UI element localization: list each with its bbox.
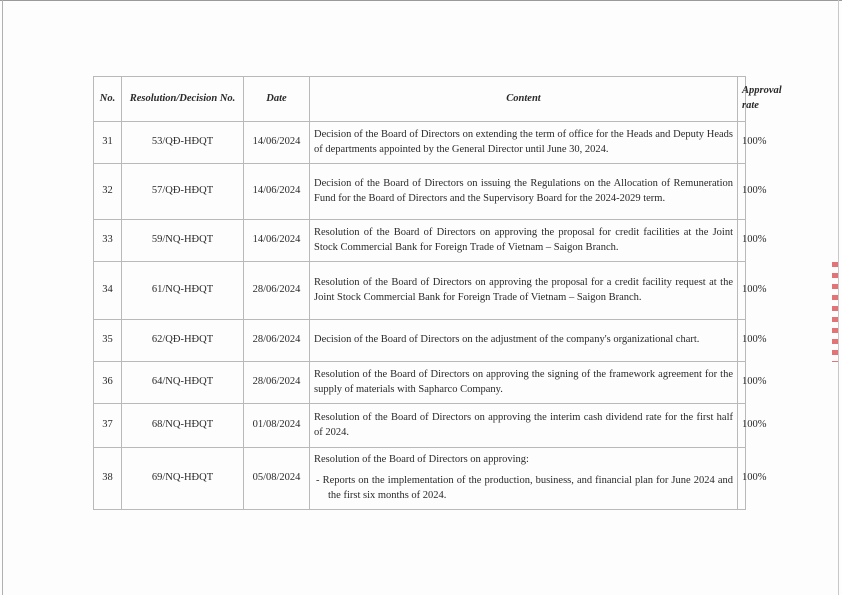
row-content: Decision of the Board of Directors on extending the term of office for the Heads and Deputy Heads of departments appointed by the General Director until June 30, 2024.: [310, 122, 738, 164]
row-date: 14/06/2024: [244, 122, 310, 164]
row-no: 36: [94, 362, 122, 404]
table-row: [94, 320, 746, 362]
row-resolution: 59/NQ-HĐQT: [122, 220, 244, 262]
row-content-bullet: - Reports on the implementation of the production, business, and financial plan for June 2024 and the first six months of 2024.: [316, 475, 733, 501]
row-rate: 100%: [738, 164, 746, 220]
row-resolution: 62/QĐ-HĐQT: [122, 320, 244, 362]
header-resolution: Resolution/Decision No.: [122, 77, 244, 122]
row-resolution: 57/QĐ-HĐQT: [122, 164, 244, 220]
row-content: [310, 448, 738, 510]
row-content: Resolution of the Board of Directors on approving the proposal for a credit facility request at the Joint Stock Commercial Bank for Foreign Trade of Vietnam – Saigon Branch.: [310, 262, 738, 320]
row-date: 28/06/2024: [244, 320, 310, 362]
table-header-row: [94, 77, 746, 122]
row-content: Resolution of the Board of Directors on approving the signing of the framework agreement for the supply of materials with Sapharco Company.: [310, 362, 738, 404]
row-date: 28/06/2024: [244, 262, 310, 320]
row-no: 34: [94, 262, 122, 320]
header-date: Date: [244, 77, 310, 122]
row-rate: 100%: [738, 320, 746, 362]
row-date: 14/06/2024: [244, 164, 310, 220]
table-row: [94, 404, 746, 448]
page-left-border: [2, 0, 3, 595]
row-content: Resolution of the Board of Directors on approving the proposal for credit facilities at the Joint Stock Commercial Bank for Foreign Trade of Vietnam – Saigon Branch.: [310, 220, 738, 262]
page-right-border: [838, 0, 839, 595]
row-no: 33: [94, 220, 122, 262]
red-stamp-edge: [832, 262, 838, 362]
table-row: [94, 164, 746, 220]
row-resolution: 68/NQ-HĐQT: [122, 404, 244, 448]
row-rate: 100%: [738, 362, 746, 404]
row-content: Decision of the Board of Directors on the adjustment of the company's organizational chart.: [310, 320, 738, 362]
row-resolution: 53/QĐ-HĐQT: [122, 122, 244, 164]
row-no: 31: [94, 122, 122, 164]
row-resolution: 61/NQ-HĐQT: [122, 262, 244, 320]
row-no: 37: [94, 404, 122, 448]
row-date: 28/06/2024: [244, 362, 310, 404]
row-no: 38: [94, 448, 122, 510]
row-date: 05/08/2024: [244, 448, 310, 510]
row-date: 01/08/2024: [244, 404, 310, 448]
table-row: [94, 448, 746, 510]
table-row: [94, 122, 746, 164]
row-rate: 100%: [738, 404, 746, 448]
header-approval-rate: Approval rate: [738, 77, 746, 122]
row-content-main: Resolution of the Board of Directors on approving:: [314, 454, 529, 466]
row-resolution: 69/NQ-HĐQT: [122, 448, 244, 510]
row-rate: 100%: [738, 220, 746, 262]
row-rate: 100%: [738, 122, 746, 164]
resolutions-table: [93, 76, 782, 510]
page-top-border: [0, 0, 842, 1]
row-no: 32: [94, 164, 122, 220]
row-date: 14/06/2024: [244, 220, 310, 262]
row-rate: 100%: [738, 262, 746, 320]
header-no: No.: [94, 77, 122, 122]
row-resolution: 64/NQ-HĐQT: [122, 362, 244, 404]
row-rate: 100%: [738, 448, 746, 510]
row-content: Decision of the Board of Directors on issuing the Regulations on the Allocation of Remuneration Fund for the Board of Directors and the Supervisory Board for the 2024-2029 term.: [310, 164, 738, 220]
row-no: 35: [94, 320, 122, 362]
row-content: Resolution of the Board of Directors on approving the interim cash dividend rate for the first half of 2024.: [310, 404, 738, 448]
table-row: [94, 220, 746, 262]
table-row: [94, 362, 746, 404]
table-row: [94, 262, 746, 320]
header-content: Content: [310, 77, 738, 122]
